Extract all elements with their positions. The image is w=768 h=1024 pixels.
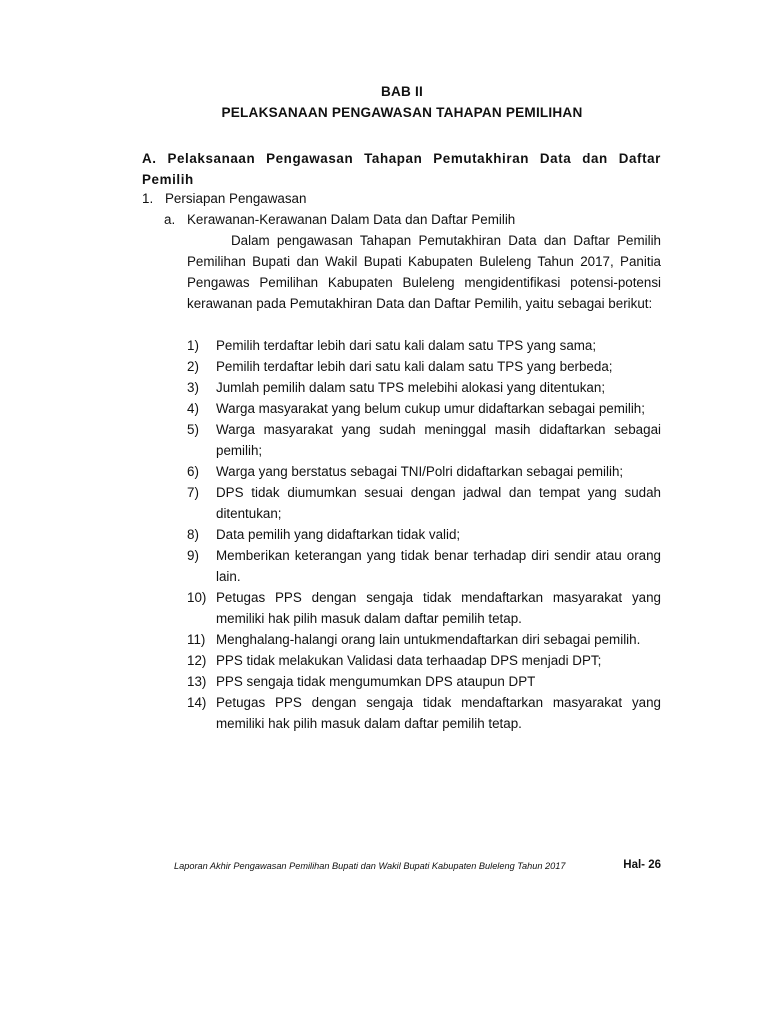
list-item-text: DPS tidak diumumkan sesuai dengan jadwal dan tempat yang sudah ditentukan; [216, 485, 661, 521]
list-item-text: PPS tidak melakukan Validasi data terhaadap DPS menjadi DPT; [216, 653, 602, 668]
subsubsection-heading [164, 209, 515, 230]
list-item-number: 8) [187, 527, 199, 542]
list-item [187, 335, 661, 356]
list-item-text: Memberikan keterangan yang tidak benar terhadap diri sendir atau orang lain. [216, 548, 661, 584]
list-item [187, 377, 661, 398]
page-footer [174, 857, 661, 875]
list-item-text: Petugas PPS dengan sengaja tidak mendaftarkan masyarakat yang memiliki hak pilih masuk dalam daftar pemilih tetap. [216, 590, 661, 626]
list-item-text: PPS sengaja tidak mengumumkan DPS ataupun DPT [216, 674, 536, 689]
list-item [187, 524, 661, 545]
list-item [187, 545, 661, 587]
list-item-text: Petugas PPS dengan sengaja tidak mendaftarkan masyarakat yang memiliki hak pilih masuk dalam daftar pemilih tetap. [216, 695, 661, 731]
list-item [187, 356, 661, 377]
list-item-number: 9) [187, 548, 199, 563]
list-item [187, 692, 661, 734]
subsection-heading [142, 188, 306, 209]
list-item [187, 650, 661, 671]
list-item-number: 12) [187, 653, 207, 668]
subsection-number: 1. [142, 191, 154, 206]
list-item-number: 3) [187, 380, 199, 395]
list-item-text: Warga masyarakat yang sudah meninggal masih didaftarkan sebagai pemilih; [216, 422, 661, 458]
chapter-title: PELAKSANAAN PENGAWASAN TAHAPAN PEMILIHAN [221, 105, 583, 120]
list-item-number: 2) [187, 359, 199, 374]
vulnerability-list [187, 335, 661, 734]
page-number: Hal- 26 [623, 859, 661, 871]
list-item [187, 671, 661, 692]
chapter-header [0, 81, 768, 123]
list-item-number: 4) [187, 401, 199, 416]
list-item-text: Warga masyarakat yang belum cukup umur didaftarkan sebagai pemilih; [216, 401, 645, 416]
list-item [187, 587, 661, 629]
list-item-text: Jumlah pemilih dalam satu TPS melebihi alokasi yang ditentukan; [216, 380, 606, 395]
list-item-number: 5) [187, 422, 199, 437]
list-item-text: Data pemilih yang didaftarkan tidak valid; [216, 527, 461, 542]
list-item [187, 398, 661, 419]
list-item-number: 7) [187, 485, 199, 500]
chapter-number: BAB II [381, 84, 423, 99]
list-item-text: Pemilih terdaftar lebih dari satu kali dalam satu TPS yang berbeda; [216, 359, 613, 374]
list-item-number: 6) [187, 464, 199, 479]
list-item-number: 11) [187, 632, 206, 647]
list-item-number: 13) [187, 674, 207, 689]
list-item [187, 461, 661, 482]
section-heading: A. Pelaksanaan Pengawasan Tahapan Pemutakhiran Data dan Daftar Pemilih [142, 151, 661, 187]
list-item-number: 1) [187, 338, 199, 353]
list-item-text: Warga yang berstatus sebagai TNI/Polri didaftarkan sebagai pemilih; [216, 464, 624, 479]
subsubsection-letter: a. [164, 212, 176, 227]
list-item-number: 10) [187, 590, 207, 605]
list-item [187, 419, 661, 461]
subsection-title: Persiapan Pengawasan [165, 191, 307, 206]
list-item-text: Menghalang-halangi orang lain untukmendaftarkan diri sebagai pemilih. [216, 632, 641, 647]
footer-report-title: Laporan Akhir Pengawasan Pemilihan Bupati dan Wakil Bupati Kabupaten Buleleng Tahun 2017 [174, 861, 566, 871]
list-item [187, 482, 661, 524]
list-item [187, 629, 661, 650]
list-item-number: 14) [187, 695, 207, 710]
list-item-text: Pemilih terdaftar lebih dari satu kali dalam satu TPS yang sama; [216, 338, 597, 353]
subsubsection-title: Kerawanan-Kerawanan Dalam Data dan Daftar Pemilih [187, 212, 516, 227]
intro-paragraph: Dalam pengawasan Tahapan Pemutakhiran Data dan Daftar Pemilih Pemilihan Bupati dan Wakil Bupati Kabupaten Buleleng Tahun 2017, Panitia Pengawas Pemilihan Kabupaten Buleleng mengidentifikasi potensi-potensi kerawanan pada Pemutakhiran Data dan Daftar Pemilih, yaitu sebagai berikut: [187, 233, 661, 311]
